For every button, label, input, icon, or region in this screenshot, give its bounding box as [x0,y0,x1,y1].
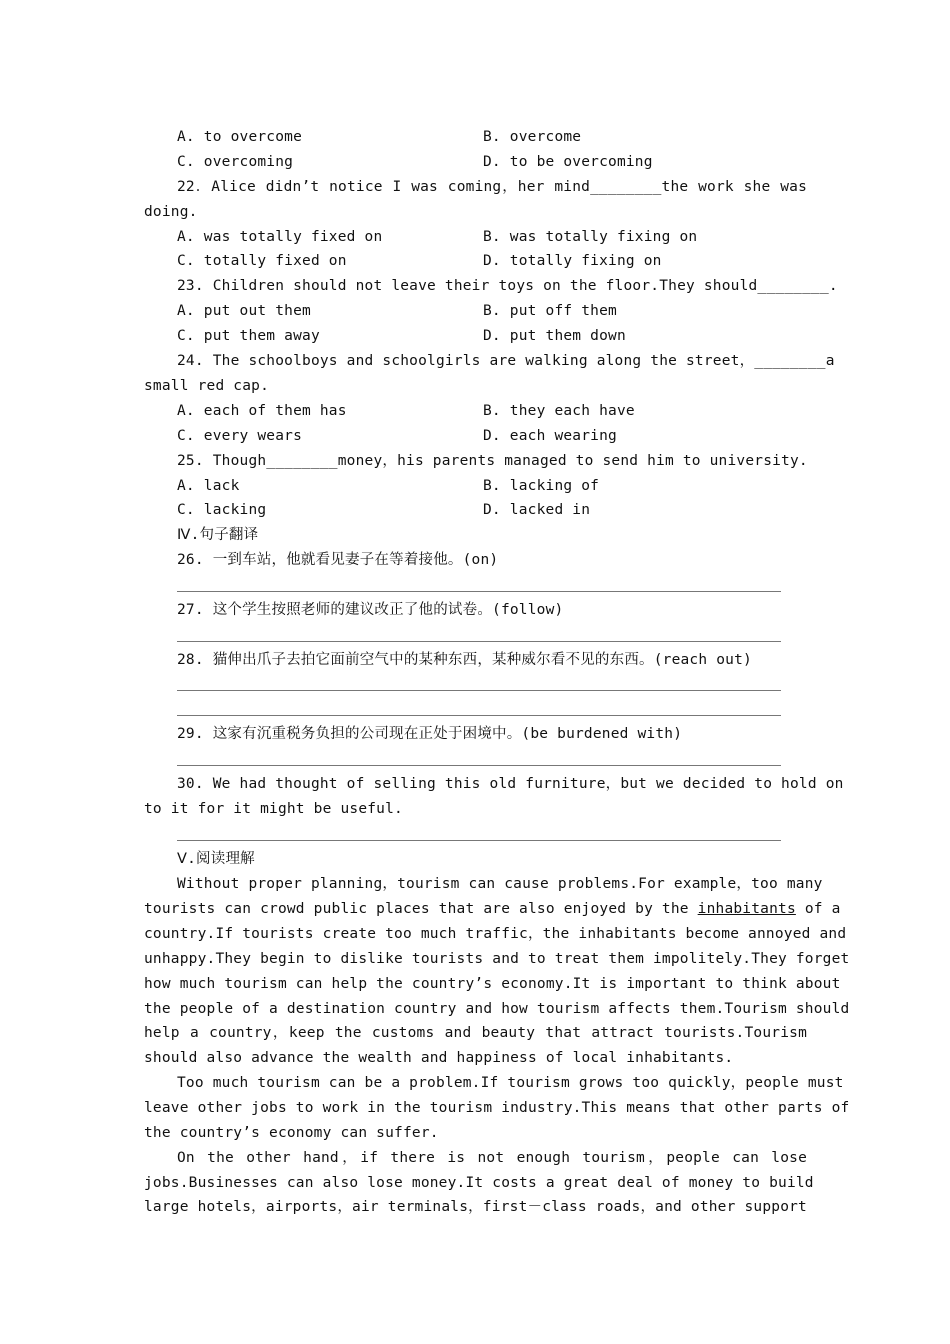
q26-prompt: 26. 一到车站，他就看见妻子在等着接他。(on) [177,552,499,568]
passage-p1-line-7: help a country，keep the customs and beauty that attract tourists.Tourism [144,1025,807,1041]
passage-p3-line-2: jobs.Businesses can also lose money.It costs a great deal of money to build [144,1175,814,1191]
q21-option-d: D. to be overcoming [483,154,653,170]
q21-option-c: C. overcoming [177,154,294,170]
passage-p2-line-2: leave other jobs to work in the tourism industry.This means that other parts of [144,1100,850,1116]
q25-stem: 25. Though________money，his parents managed to send him to university. [177,453,808,469]
q29-answer-line[interactable] [177,765,781,766]
q25-option-b: B. lacking of [483,478,600,494]
q24-option-b: B. they each have [483,403,635,419]
q23-stem: 23. Children should not leave their toys on the floor.They should________. [177,278,838,294]
passage-p2-line-1: Too much tourism can be a problem.If tourism grows too quickly，people must [177,1075,844,1091]
passage-p1-line-6: the people of a destination country and how tourism affects them.Tourism should [144,1001,850,1017]
passage-p3-line-1: On the other hand，if there is not enough tourism，people can lose [177,1150,807,1166]
passage-p1-line-4: unhappy.They begin to dislike tourists and to treat them impolitely.They forget [144,951,850,967]
q24-option-c: C. every wears [177,428,303,444]
passage-p1-line-8: should also advance the wealth and happiness of local inhabitants. [144,1050,734,1066]
q25-option-c: C. lacking [177,502,267,518]
q22-option-d: D. totally fixing on [483,253,662,269]
q23-option-c: C. put them away [177,328,320,344]
q27-prompt: 27. 这个学生按照老师的建议改正了他的试卷。(follow) [177,602,564,618]
q29-prompt: 29. 这家有沉重税务负担的公司现在正处于困境中。(be burdened with) [177,726,683,742]
q25-option-d: D. lacked in [483,502,591,518]
q21-option-b: B. overcome [483,129,582,145]
q24-option-d: D. each wearing [483,428,617,444]
q23-option-a: A. put out them [177,303,311,319]
q22-stem-cont: doing. [144,204,198,220]
q22-option-a: A. was totally fixed on [177,229,383,245]
q23-option-b: B. put off them [483,303,617,319]
q25-option-a: A. lack [177,478,240,494]
passage-text: of a [795,901,841,917]
passage-p3-line-3: large hotels，airports，air terminals，first－class roads，and other support [144,1199,807,1215]
q23-option-d: D. put them down [483,328,626,344]
q22-option-c: C. totally fixed on [177,253,347,269]
q30-prompt-cont: to it for it might be useful. [144,801,403,817]
underlined-word-inhabitants: inhabitants [697,901,796,917]
q28-prompt: 28. 猫伸出爪子去拍它面前空气中的某种东西，某种威尔看不见的东西。(reach out) [177,652,752,668]
section-heading-reading: Ⅴ.阅读理解 [177,851,255,867]
passage-p1-line-3: country.If tourists create too much traffic，the inhabitants become annoyed and [144,926,847,942]
passage-p1-line-1: Without proper planning，tourism can cause problems.For example，too many [177,876,823,892]
q21-option-a: A. to overcome [177,129,303,145]
q24-option-a: A. each of them has [177,403,347,419]
passage-p1-line-5: how much tourism can help the country’s economy.It is important to think about [144,976,841,992]
q27-answer-line[interactable] [177,641,781,642]
section-heading-translation: Ⅳ.句子翻译 [177,527,259,543]
q30-prompt: 30. We had thought of selling this old furniture，but we decided to hold on [177,776,844,792]
q30-answer-line[interactable] [177,840,781,841]
passage-p1-line-2 [144,897,841,921]
q28-answer-line-1[interactable] [177,690,781,691]
q24-stem: 24. The schoolboys and schoolgirls are walking along the street，________a [177,353,835,369]
q24-stem-cont: small red cap. [144,378,270,394]
passage-text: tourists can crowd public places that are also enjoyed by the [144,901,698,917]
q22-option-b: B. was totally fixing on [483,229,698,245]
passage-p2-line-3: the country’s economy can suffer. [144,1125,439,1141]
q26-answer-line[interactable] [177,591,781,592]
q22-stem: 22．Alice didn’t notice I was coming，her mind________the work she was [177,179,807,195]
q28-answer-line-2[interactable] [177,715,781,716]
